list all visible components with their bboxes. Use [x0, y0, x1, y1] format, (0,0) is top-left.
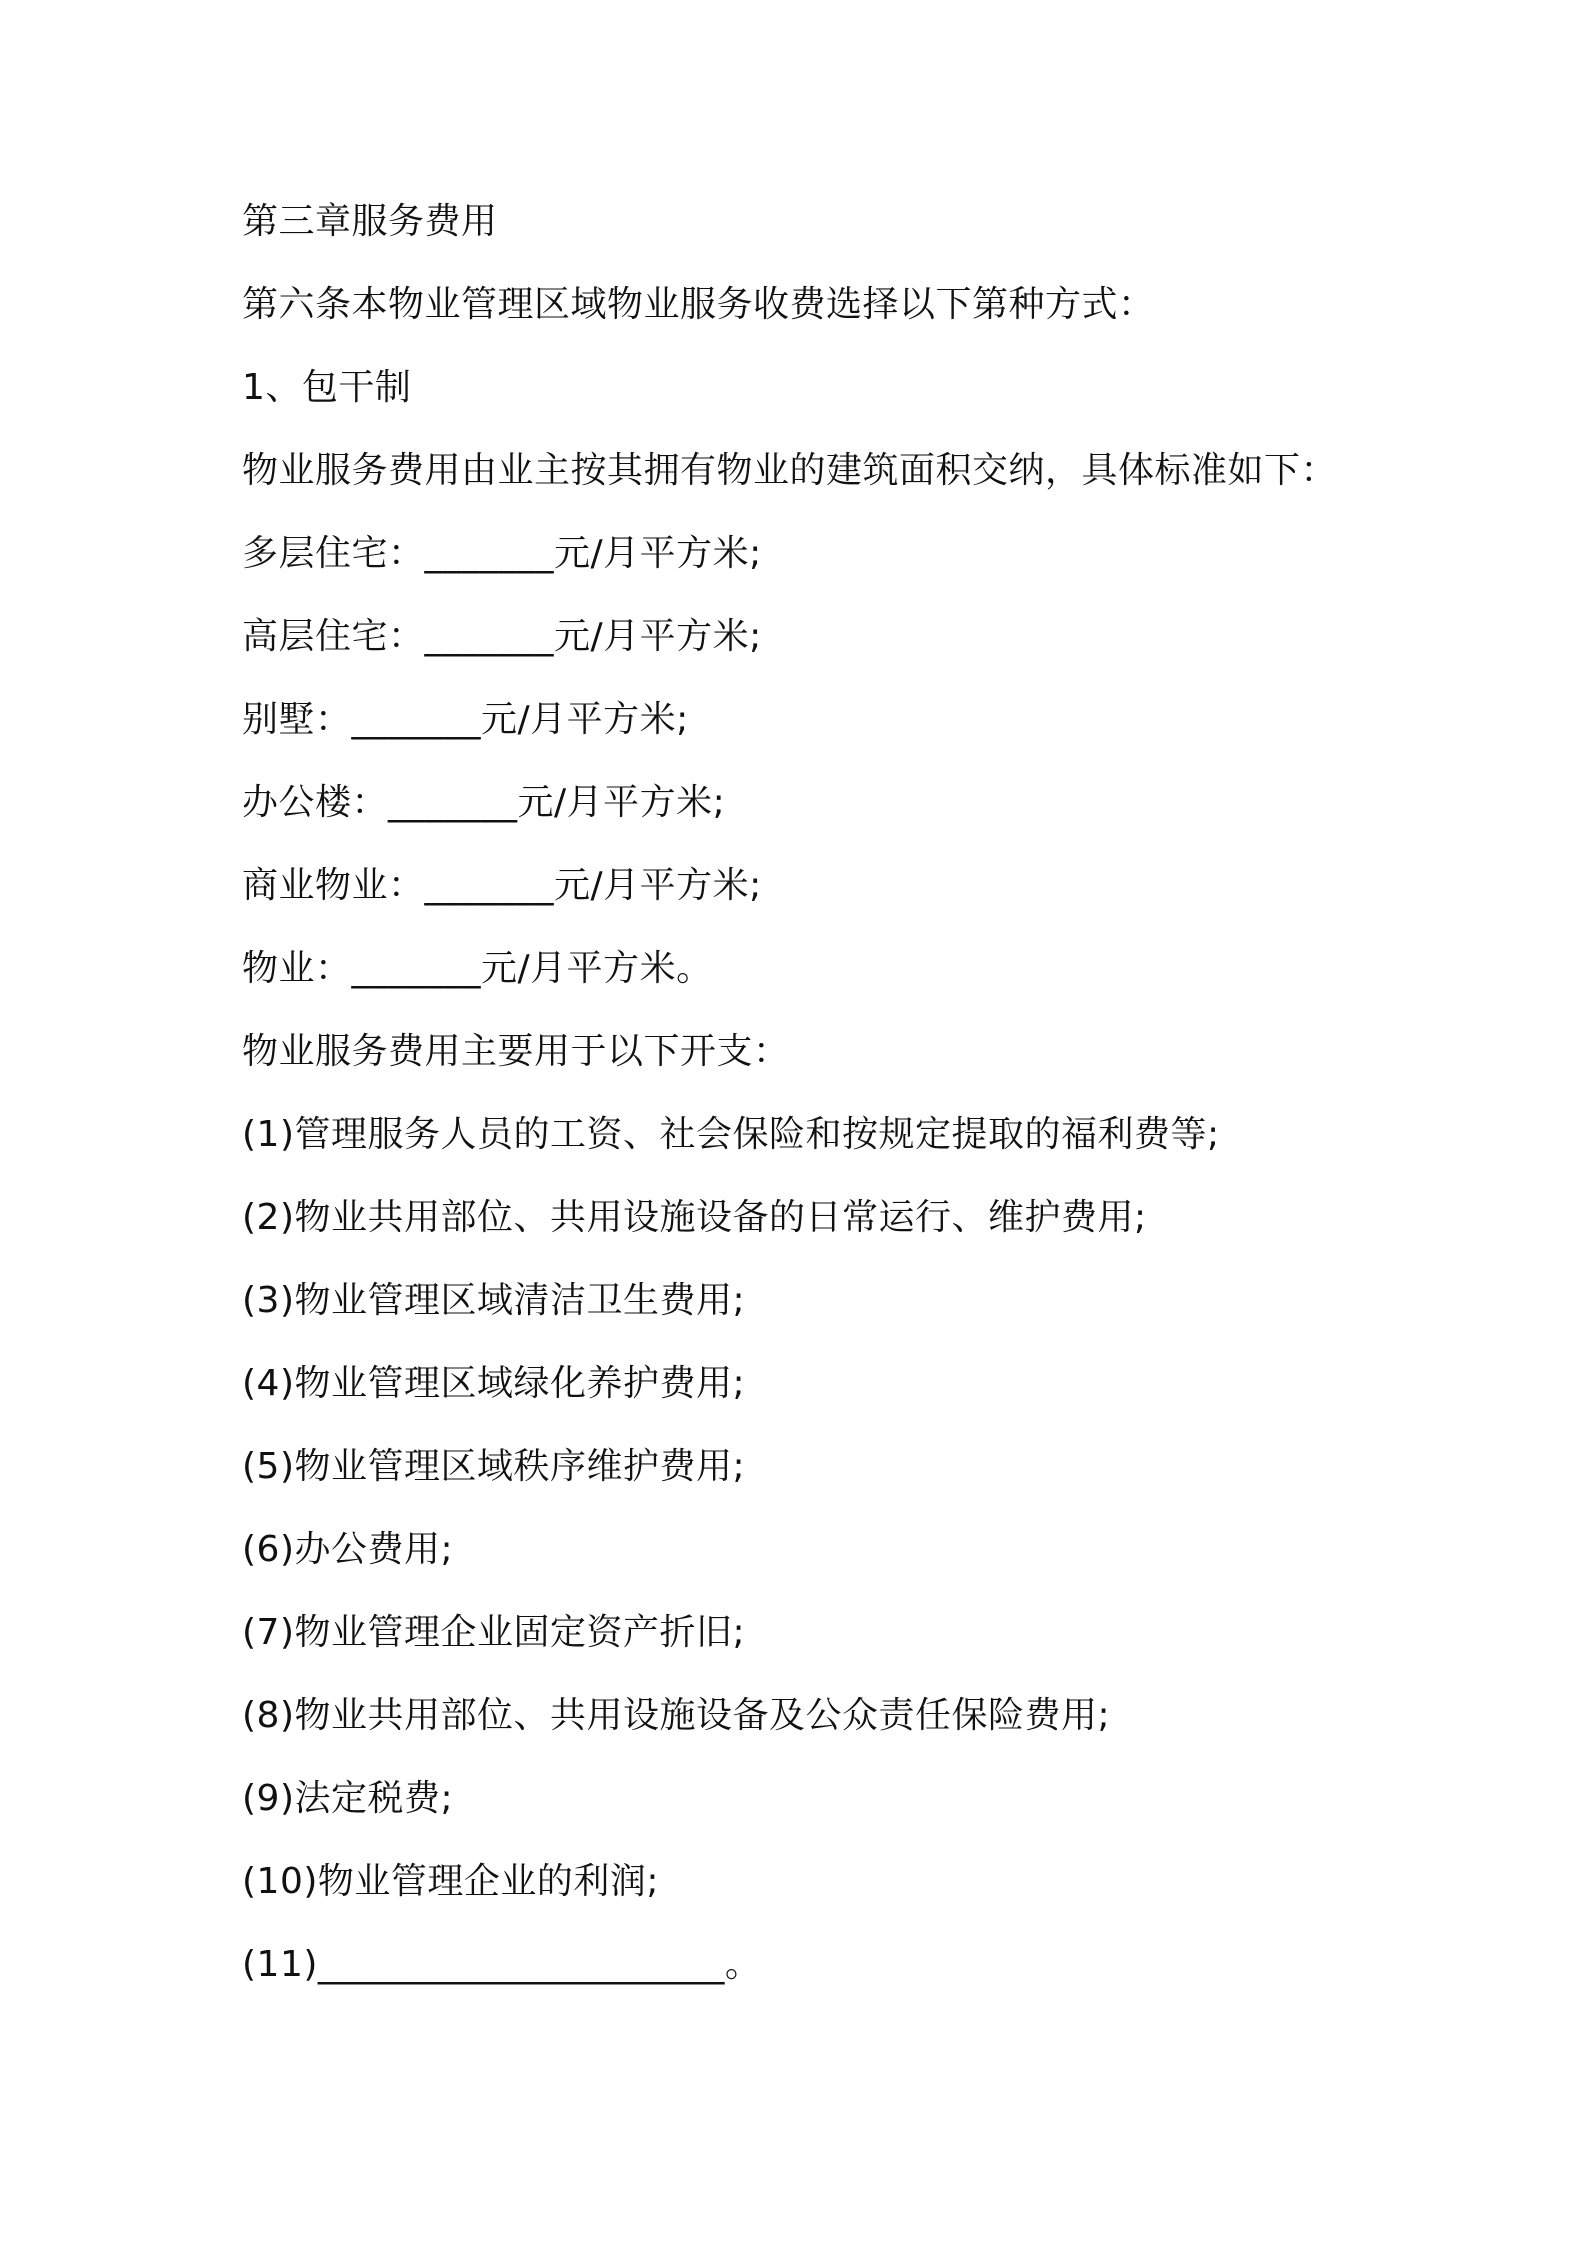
fee-commercial-property: 商业物业：_______元/月平方米;: [242, 865, 762, 906]
expense-item-10: (10)物业管理企业的利润;: [242, 1861, 660, 1902]
expense-item-9: (9)法定税费;: [242, 1778, 454, 1819]
expense-item-4: (4)物业管理区域绿化养护费用;: [242, 1363, 746, 1404]
expense-item-5: (5)物业管理区域秩序维护费用;: [242, 1446, 746, 1487]
fee-villa: 别墅：_______元/月平方米;: [242, 699, 689, 740]
expense-item-2: (2)物业共用部位、共用设施设备的日常运行、维护费用;: [242, 1197, 1147, 1238]
expense-item-6: (6)办公费用;: [242, 1529, 454, 1570]
fee-property: 物业：_______元/月平方米。: [242, 948, 713, 989]
article-six-intro: 第六条本物业管理区域物业服务收费选择以下第种方式：: [242, 284, 1155, 325]
fee-multistorey-residence: 多层住宅：_______元/月平方米;: [242, 533, 762, 574]
expense-item-1: (1)管理服务人员的工资、社会保险和按规定提取的福利费等;: [242, 1114, 1220, 1155]
expense-item-11: (11)______________________。: [242, 1944, 762, 1985]
fee-highrise-residence: 高层住宅：_______元/月平方米;: [242, 616, 762, 657]
option-one-heading: 1、包干制: [242, 367, 412, 408]
expense-item-8: (8)物业共用部位、共用设施设备及公众责任保险费用;: [242, 1695, 1111, 1736]
expenses-intro: 物业服务费用主要用于以下开支：: [242, 1031, 790, 1072]
fee-standard-intro: 物业服务费用由业主按其拥有物业的建筑面积交纳，具体标准如下：: [242, 450, 1338, 491]
document-body: [242, 201, 1442, 2030]
chapter-heading: 第三章服务费用: [242, 201, 498, 242]
expense-item-3: (3)物业管理区域清洁卫生费用;: [242, 1280, 746, 1321]
expense-item-7: (7)物业管理企业固定资产折旧;: [242, 1612, 746, 1653]
fee-office-building: 办公楼：_______元/月平方米;: [242, 782, 726, 823]
